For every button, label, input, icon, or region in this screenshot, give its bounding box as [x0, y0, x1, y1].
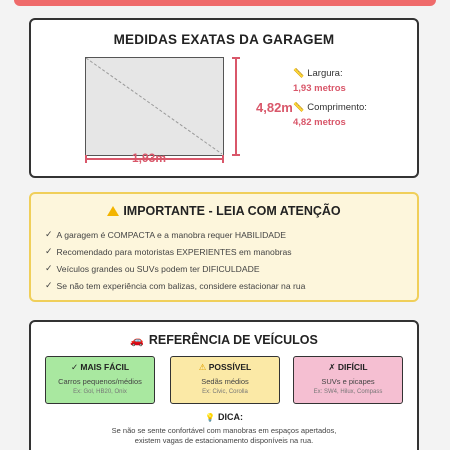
category-easy-desc: Carros pequenos/médios	[58, 377, 142, 386]
category-possible-title: POSSÍVEL	[208, 362, 252, 372]
list-item: ✓ A garagem é COMPACTA e a manobra requer HABILIDADE	[45, 229, 286, 240]
vehicles-title-row	[31, 333, 417, 347]
category-possible-desc: Sedãs médios	[201, 377, 249, 386]
category-easy	[45, 356, 155, 404]
category-hard-title: ✗ DIFÍCIL	[328, 362, 368, 372]
warning-icon: ⚠	[198, 362, 207, 372]
height-dimension-label: 4,82m	[256, 100, 293, 115]
vehicles-title: REFERÊNCIA DE VEÍCULOS	[148, 333, 318, 347]
check-icon: ✓	[45, 263, 53, 273]
height-dimension-line	[235, 57, 237, 156]
garage-diagram	[85, 57, 224, 156]
list-item: ✓ Recomendado para motoristas EXPERIENTES em manobras	[45, 246, 292, 257]
measurements-title: MEDIDAS EXATAS DA GARAGEM	[113, 32, 335, 47]
car-icon: 🚗	[130, 334, 144, 347]
category-hard	[293, 356, 403, 404]
important-title: IMPORTANTE - LEIA COM ATENÇÃO	[123, 204, 341, 218]
category-hard-desc: SUVs e picapes	[321, 377, 375, 386]
category-possible-examples: Ex: Civic, Corolla	[202, 389, 248, 395]
important-list	[45, 226, 305, 294]
width-spec	[293, 68, 346, 94]
category-easy-title: ✓ MAIS FÁCIL	[70, 362, 130, 372]
tip-text: Se não se sente confortável com manobras em espaços apertados, existem vagas de estacionamento disponíveis na rua.	[111, 426, 337, 445]
list-item: ✓ Veículos grandes ou SUVs podem ter DIFICULDADE	[45, 263, 260, 274]
ruler-icon: 📏	[293, 68, 305, 78]
warning-icon	[107, 206, 119, 216]
important-card	[29, 192, 419, 302]
check-icon: ✓	[45, 229, 53, 239]
top-accent-bar	[14, 0, 436, 6]
important-title-row	[31, 204, 417, 218]
measurements-card	[29, 18, 419, 178]
check-icon: ✓	[45, 280, 53, 290]
tip-title-row	[31, 412, 417, 422]
tip-title: DICA:	[217, 412, 243, 422]
category-possible-title-row	[171, 362, 279, 373]
width-dimension-label: 1,93m	[132, 151, 167, 165]
width-spec-value: 1,93 metros	[293, 83, 346, 94]
vehicles-card	[29, 320, 419, 450]
check-icon: ✓	[45, 246, 53, 256]
category-possible	[170, 356, 280, 404]
length-spec-label: Comprimento:	[307, 102, 367, 113]
width-spec-label: Largura:	[307, 68, 343, 79]
ruler-icon: 📏	[293, 102, 305, 112]
category-easy-examples: Ex: Gol, HB20, Onix	[73, 389, 127, 395]
category-hard-examples: Ex: SW4, Hilux, Compass	[313, 389, 383, 395]
length-spec-value: 4,82 metros	[293, 117, 346, 128]
length-spec	[293, 102, 367, 128]
bulb-icon: 💡	[205, 412, 215, 422]
list-item: ✓ Se não tem experiência com balizas, considere estacionar na rua	[45, 280, 306, 291]
